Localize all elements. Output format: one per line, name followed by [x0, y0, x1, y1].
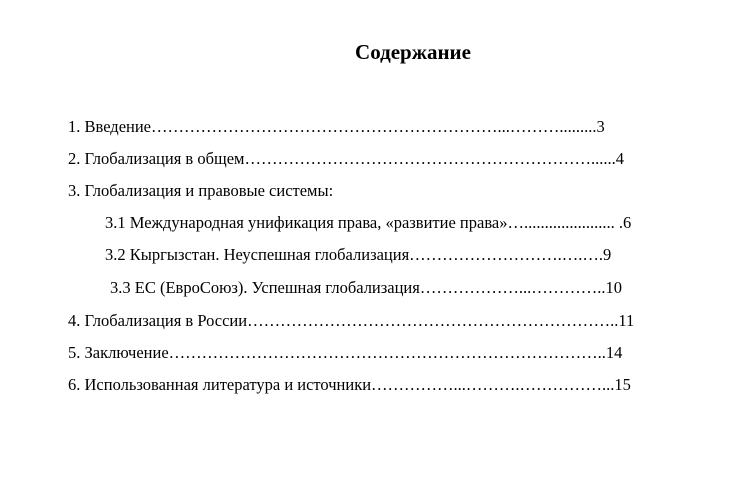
toc-subentry-kyrgyzstan: 3.2 Кыргызстан. Неуспешная глобализация……………………….….….9	[105, 245, 612, 264]
toc-entry-references: 6. Использованная литература и источники……………...……….……………...15	[68, 375, 631, 394]
toc-subentry-international-unification: 3.1 Международная унификация права, «развитие права»…...................... .6	[105, 213, 632, 232]
toc-entry-globalization-general: 2. Глобализация в общем………………………………………………………......4	[68, 149, 624, 168]
toc-subentry-eu: 3.3 ЕС (ЕвроСоюз). Успешная глобализация………………...…………..10	[110, 278, 622, 297]
toc-entry-introduction: 1. Введение………………………………………………………...……….........3	[68, 117, 605, 136]
toc-entry-globalization-legal-systems: 3. Глобализация и правовые системы:	[68, 181, 334, 200]
toc-entry-globalization-russia: 4. Глобализация в России…………………………………………………………..11	[68, 311, 635, 330]
toc-entry-conclusion: 5. Заключение……………………………………………………………………..14	[68, 343, 623, 362]
page-title: Содержание	[355, 40, 471, 64]
